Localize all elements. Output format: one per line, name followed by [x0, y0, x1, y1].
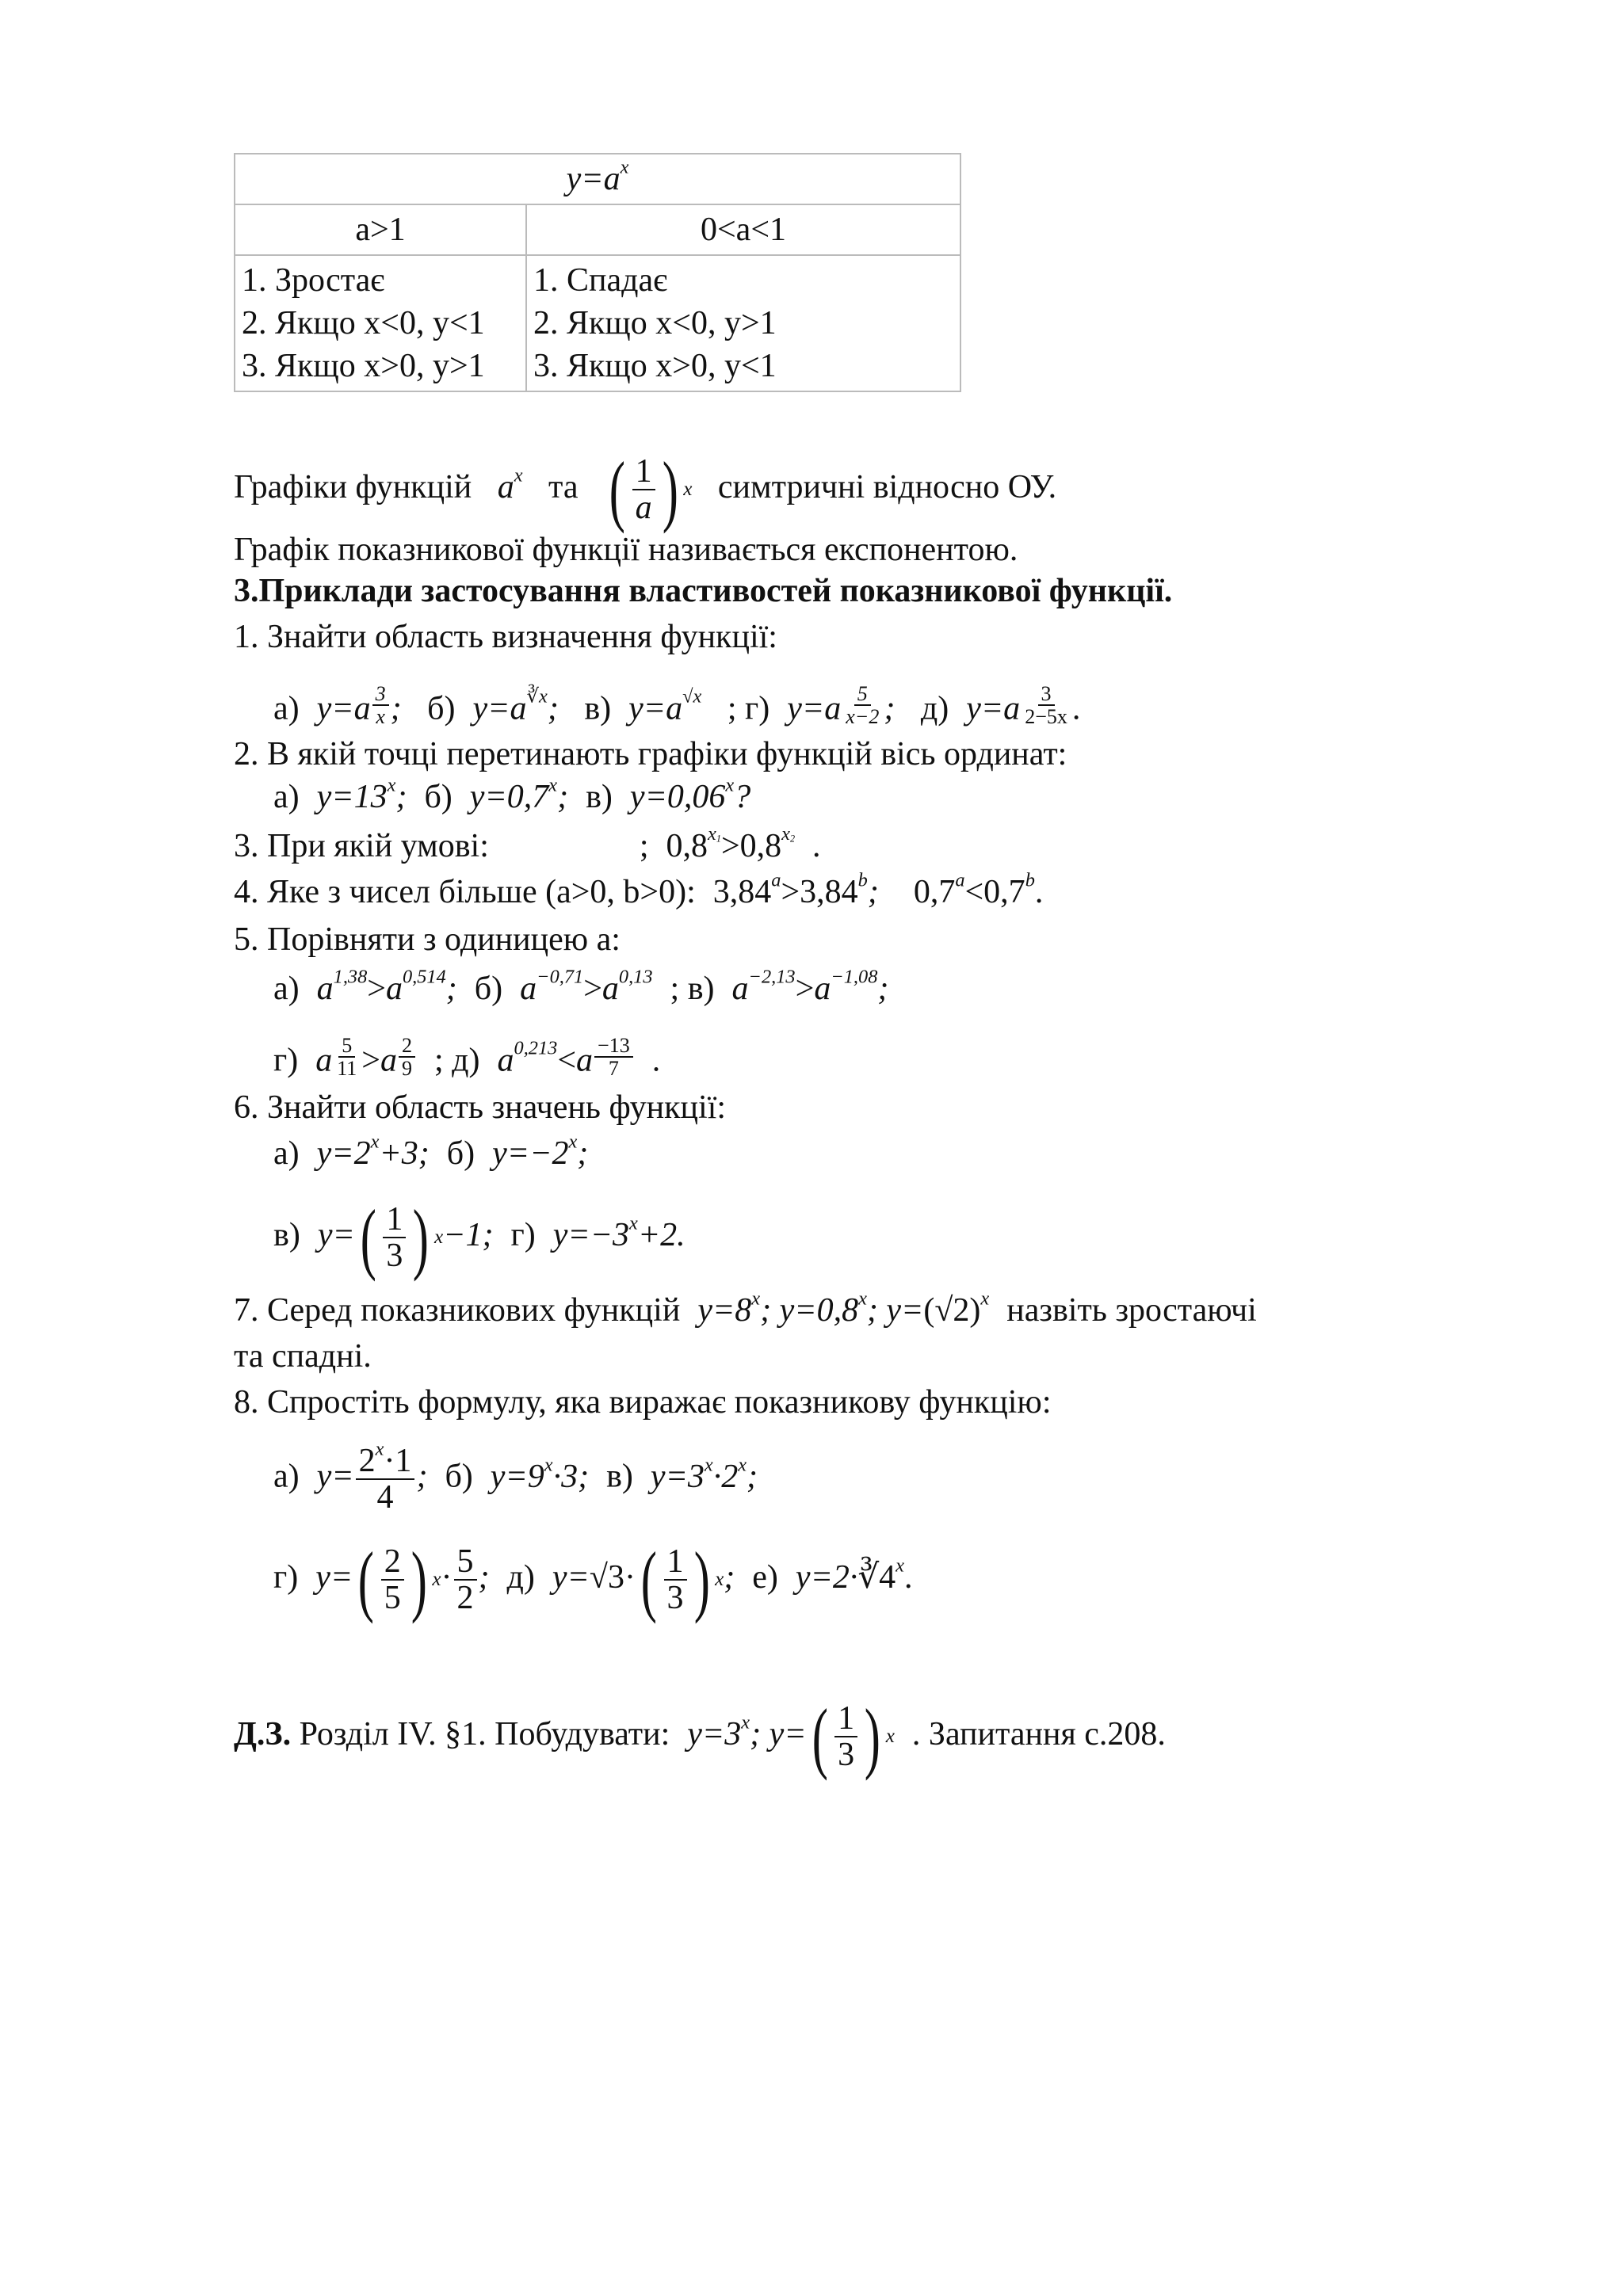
- column-a-greater-1-properties: [235, 255, 526, 391]
- table-header: $y=a^x$: [235, 154, 960, 204]
- question-5-items-row1: а) $a^{1,38}>a^{0,514}$; б) $a^{-0,71}>a^{0,13}$ ; в) $a^{-2,13}>a^{-1,08}$;: [273, 966, 889, 1007]
- table-cell-line: 3. Якщо x>0, y>1: [242, 348, 485, 384]
- column-header-a-greater-1: a>1: [235, 204, 526, 255]
- question-6-items-row2: в) y= ( $\frac{1}{3}$ ) x −1; г) $y=-3^x+2$.: [273, 1193, 685, 1282]
- question-7: 7. Серед показникових функцій $y=8^x$; $y=0,8^x$; $y=(√2)^x$ назвіть зростаючі: [234, 1287, 1257, 1329]
- question-1: 1. Знайти область визначення функції:: [234, 619, 777, 655]
- table-cell-line: 1. Зростає: [242, 262, 385, 299]
- homework: Д.З. Розділ IV. §1. Побудувати: $y=3^x$; y= ( $\frac{1}{3}$ ) x . Запитання с.208.: [234, 1692, 1166, 1781]
- column-header-a-between: 0<a<1: [526, 204, 960, 255]
- question-2-items: а) $y=13^x$; б) $y=0,7^x$; в) $y=0,06^x$?: [273, 774, 751, 815]
- question-8-items-row2: г) y= ( $\frac{2}{5}$ ) x · $\frac{5}{2}$ ; д) y=√3· ( $\frac{1}{3}$ ) x ; е) $y=2\cdot∛4^x$.: [273, 1535, 913, 1624]
- exponent-definition: Графік показникової функції називається експонентою.: [234, 532, 1018, 568]
- question-5-items-row2: г) a $\frac{5}{11}$ >a $\frac{2}{9}$ ; д) $a^{0,213}<a$ $\frac{-13}{7}$ .: [273, 1034, 661, 1081]
- properties-table: [234, 153, 961, 392]
- column-a-between-properties: [526, 255, 960, 391]
- question-5: 5. Порівняти з одиницею a:: [234, 921, 621, 958]
- question-7-continuation: та спадні.: [234, 1338, 372, 1375]
- section-title: 3.Приклади застосування властивостей показникової функції.: [234, 573, 1173, 609]
- question-6-items-row1: а) $y=2^x+3$; б) $y=-2^x$;: [273, 1131, 589, 1172]
- question-1-items: а) y=a $\frac{3}{x}$ ; б) $y=a^{∛x}$; в) $y=a^{√x}$ ; г) y=a $\frac{5}{x-2}$ ; д) y=a $\frac{3}{2-5x}$ .: [273, 682, 1081, 729]
- symmetry-statement: Графіки функцій $a^x$ та ( $\frac{1}{a}$ ) x симтричні відносно ОУ.: [234, 445, 1057, 534]
- question-2: 2. В якій точці перетинають графіки функцій вісь ординат:: [234, 736, 1067, 772]
- question-4: 4. Яке з чисел більше (a>0, b>0): 3,84$^a$>3,84$^b$; 0,7$^a$<0,7$^b$.: [234, 869, 1044, 910]
- question-8: 8. Спростіть формулу, яка виражає показникову функцію:: [234, 1384, 1052, 1421]
- table-cell-line: 2. Якщо x<0, y<1: [242, 305, 485, 341]
- question-3: 3. При якій умові: ; $0,8^{x_1}>0,8^{x_2}$ .: [234, 823, 821, 864]
- table-cell-line: 3. Якщо x>0, y<1: [533, 348, 777, 384]
- question-6: 6. Знайти область значень функції:: [234, 1089, 726, 1126]
- table-cell-line: 2. Якщо x<0, y>1: [533, 305, 777, 341]
- table-cell-line: 1. Спадає: [533, 262, 668, 299]
- question-8-items-row1: а) y= $\frac{2^x\cdot 1}{4}$ ; б) $y=9^x\cdot 3$; в) $y=3^x\cdot 2^x$;: [273, 1438, 758, 1516]
